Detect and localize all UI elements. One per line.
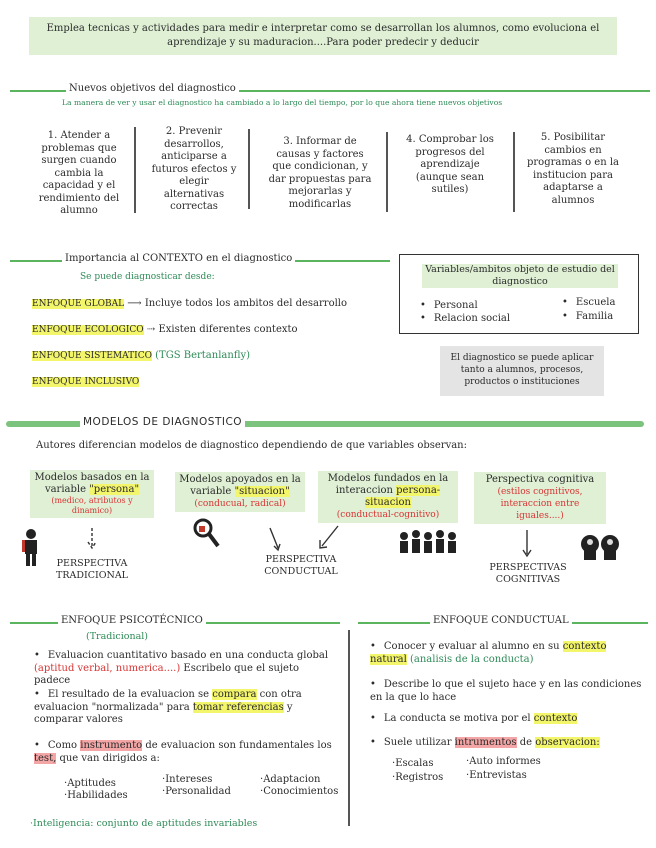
conductual-bullet-4 bbox=[370, 736, 640, 749]
modelo-interaccion-var: persona-situacion bbox=[364, 485, 441, 508]
instrumento-item: ·Registros bbox=[392, 772, 444, 783]
aplicacion-box: El diagnostico se puede aplicar tanto a alumnos, procesos, productos o instituciones bbox=[440, 346, 604, 396]
conductual-bullet-2 bbox=[370, 678, 642, 704]
enfoque-sistematico-row bbox=[32, 350, 250, 361]
modelos-intro: Autores diferencian modelos de diagnostico dependiendo de que variables observan: bbox=[36, 440, 467, 451]
psico-b1-text: Evaluacion cuantitativo basado en una conducta global bbox=[47, 650, 329, 661]
psico-bullet-1 bbox=[34, 650, 334, 688]
psico-bullet-2 bbox=[34, 689, 334, 727]
conductual-b4-mid: de bbox=[516, 737, 536, 748]
conductual-b4-hl: intrumentos bbox=[454, 737, 517, 748]
conductual-b3-text: La conducta se motiva por el bbox=[383, 713, 534, 724]
conductual-b1-hl: contexto natural bbox=[370, 641, 607, 665]
perspectiva-tradicional: PERSPECTIVA TRADICIONAL bbox=[55, 558, 128, 581]
psico-b3-text: Como bbox=[47, 740, 81, 751]
perspectivas-cognitivas: PERSPECTIVAS COGNITIVAS bbox=[489, 562, 567, 585]
psico-b3-end: que van dirigidos a: bbox=[56, 752, 160, 764]
contexto-title: Importancia al CONTEXTO en el diagnostico bbox=[62, 253, 295, 264]
psico-b2-text: El resultado de la evaluacion se bbox=[47, 689, 213, 700]
conductual-b4-text: Suele utilizar bbox=[383, 737, 455, 748]
test-item: ·Habilidades bbox=[64, 790, 128, 801]
modelo-cognitiva-note: (estilos cognitivos, interaccion entre iguales....) bbox=[497, 487, 583, 521]
objetivo-4: 4. Comprobar los progresos del aprendizaje (aunque sean sutiles) bbox=[406, 134, 494, 195]
instrumento-item: ·Escalas bbox=[392, 758, 434, 769]
enfoque-inclusivo-label: ENFOQUE INCLUSIVO bbox=[32, 377, 140, 387]
psico-b3-hl2: test, bbox=[34, 752, 57, 764]
variable-item: • Relacion social bbox=[420, 313, 510, 324]
enfoque-inclusivo-row bbox=[32, 376, 139, 387]
intro-text: Emplea tecnicas y actividades para medir e interpretar como se desarrollan los alumnos, como evoluciona el aprendizaje y su maduracion....Para poder predecir y deducir bbox=[46, 23, 600, 48]
psico-b2-end: y comparar valores bbox=[34, 701, 293, 725]
enfoque-ecologico-desc: Existen diferentes contexto bbox=[158, 324, 298, 335]
objetivo-5: 5. Posibilitar cambios en programas o en la institucion para adaptarse a alumnos bbox=[527, 132, 619, 206]
test-item: ·Personalidad bbox=[162, 786, 231, 797]
modelos-title: MODELOS DE DIAGNOSTICO bbox=[80, 416, 245, 428]
objetivo-2: 2. Prevenir desarrollos, anticiparse a futuros efectos y elegir alternativas correctas bbox=[151, 126, 237, 212]
psico-footer: ·Inteligencia: conjunto de aptitudes invariables bbox=[30, 818, 258, 829]
psico-subtitle: (Tradicional) bbox=[86, 631, 148, 642]
perspectiva-conductual: PERSPECTIVA CONDUCTUAL bbox=[264, 554, 338, 577]
enfoque-global-desc: Incluye todos los ambitos del desarrollo bbox=[144, 298, 348, 309]
psico-b1-red: (aptitud verbal, numerica....) bbox=[34, 662, 181, 674]
arrow-down-icon bbox=[318, 526, 340, 552]
group-icon bbox=[398, 528, 458, 562]
conductual-bullet-1 bbox=[370, 640, 640, 666]
arrow-down-icon bbox=[268, 528, 282, 554]
conductual-b1-text: Conocer y evaluar al alumno en su bbox=[383, 641, 563, 652]
variable-item: • Familia bbox=[562, 311, 613, 322]
psico-title: ENFOQUE PSICOTÉCNICO bbox=[58, 615, 206, 626]
modelo-persona-text: Modelos basados en la variable bbox=[34, 472, 150, 495]
instrumento-item: ·Auto informes bbox=[466, 756, 541, 767]
objetivo-3: 3. Informar de causas y factores que condicionan, y dar propuestas para mejorarlas y modificarlas bbox=[268, 136, 372, 210]
variable-item: • Personal bbox=[420, 300, 478, 311]
modelo-persona-box bbox=[30, 470, 154, 518]
psico-bullet-3 bbox=[34, 740, 334, 765]
modelo-cognitiva-text: Perspectiva cognitiva bbox=[485, 474, 595, 485]
modelo-situacion-text: Modelos apoyados en la variable bbox=[179, 474, 301, 497]
modelo-interaccion-note: (conductual-cognitivo) bbox=[336, 510, 440, 520]
modelo-interaccion-box bbox=[318, 471, 458, 523]
nuevos-title: Nuevos objetivos del diagnostico bbox=[66, 83, 239, 94]
psico-b2-hl: compara bbox=[212, 689, 257, 700]
modelo-interaccion-text: Modelos fundados en la interaccion bbox=[327, 473, 449, 496]
modelo-persona-note: (medico, atributos y dinamico) bbox=[51, 496, 133, 515]
intro-box bbox=[29, 17, 617, 55]
psico-b2-hl2: tomar referencias bbox=[192, 701, 284, 713]
psico-b1-end: Escribelo que el sujeto padece bbox=[34, 662, 300, 686]
test-item: ·Conocimientos bbox=[260, 786, 339, 797]
brain-head-icon bbox=[580, 532, 620, 560]
psico-b3-hl: instrumento bbox=[80, 740, 143, 751]
arrow-right-icon: ⇢ bbox=[146, 324, 156, 335]
divider-line bbox=[386, 132, 388, 212]
divider-line bbox=[513, 132, 515, 212]
test-item: ·Intereses bbox=[162, 774, 213, 785]
arrow-right-icon: ⟶ bbox=[127, 298, 142, 309]
contexto-subtitle: Se puede diagnosticar desde: bbox=[80, 272, 215, 282]
enfoque-sistematico-desc: (TGS Bertanlanfly) bbox=[155, 350, 251, 361]
divider-line bbox=[248, 129, 250, 209]
conductual-b2-text: Describe lo que el sujeto hace y en las condiciones en la que lo hace bbox=[370, 679, 642, 703]
test-item: ·Aptitudes bbox=[64, 778, 116, 789]
objetivo-1: 1. Atender a problemas que surgen cuando cambia la capacidad y el rendimiento del alumno bbox=[38, 130, 120, 216]
psico-b2-mid: con otra evaluacion "normalizada" para bbox=[34, 689, 302, 713]
divider-line bbox=[134, 127, 136, 213]
conductual-b3-hl: contexto bbox=[533, 713, 578, 724]
variables-box-title: Variables/ambitos objeto de estudio del diagnostico bbox=[422, 264, 618, 288]
modelo-persona-var: "persona" bbox=[89, 484, 140, 495]
enfoque-ecologico-label: ENFOQUE ECOLOGICO bbox=[32, 325, 144, 335]
enfoque-sistematico-label: ENFOQUE SISTEMATICO bbox=[32, 351, 152, 361]
enfoque-global-label: ENFOQUE GLOBAL bbox=[32, 299, 125, 309]
modelo-cognitiva-box bbox=[474, 472, 606, 524]
modelo-situacion-var: "situacion" bbox=[234, 486, 290, 497]
nuevos-subtitle: La manera de ver y usar el diagnostico ha cambiado a lo largo del tiempo, por lo que ahora tiene nuevos objetivos bbox=[62, 98, 503, 107]
person-icon bbox=[22, 528, 40, 566]
enfoque-ecologico-row bbox=[32, 324, 298, 335]
arrow-down-icon bbox=[521, 530, 533, 558]
column-divider bbox=[348, 630, 350, 826]
conductual-title: ENFOQUE CONDUCTUAL bbox=[430, 615, 572, 626]
variable-item: • Escuela bbox=[562, 297, 615, 308]
conductual-bullet-3 bbox=[370, 712, 640, 725]
modelo-situacion-box bbox=[175, 472, 305, 512]
magnifier-icon bbox=[192, 517, 220, 549]
modelo-situacion-note: (conducual, radical) bbox=[194, 499, 286, 509]
conductual-b4-hl2: observacion: bbox=[535, 737, 600, 748]
enfoque-global-row bbox=[32, 298, 347, 309]
conductual-b1-green: (analisis de la conducta) bbox=[406, 654, 534, 665]
arrow-down-icon bbox=[86, 528, 98, 552]
psico-b3-mid: de evaluacion son fundamentales los bbox=[142, 740, 332, 751]
instrumento-item: ·Entrevistas bbox=[466, 770, 527, 781]
test-item: ·Adaptacion bbox=[260, 774, 321, 785]
variables-box bbox=[399, 254, 639, 334]
